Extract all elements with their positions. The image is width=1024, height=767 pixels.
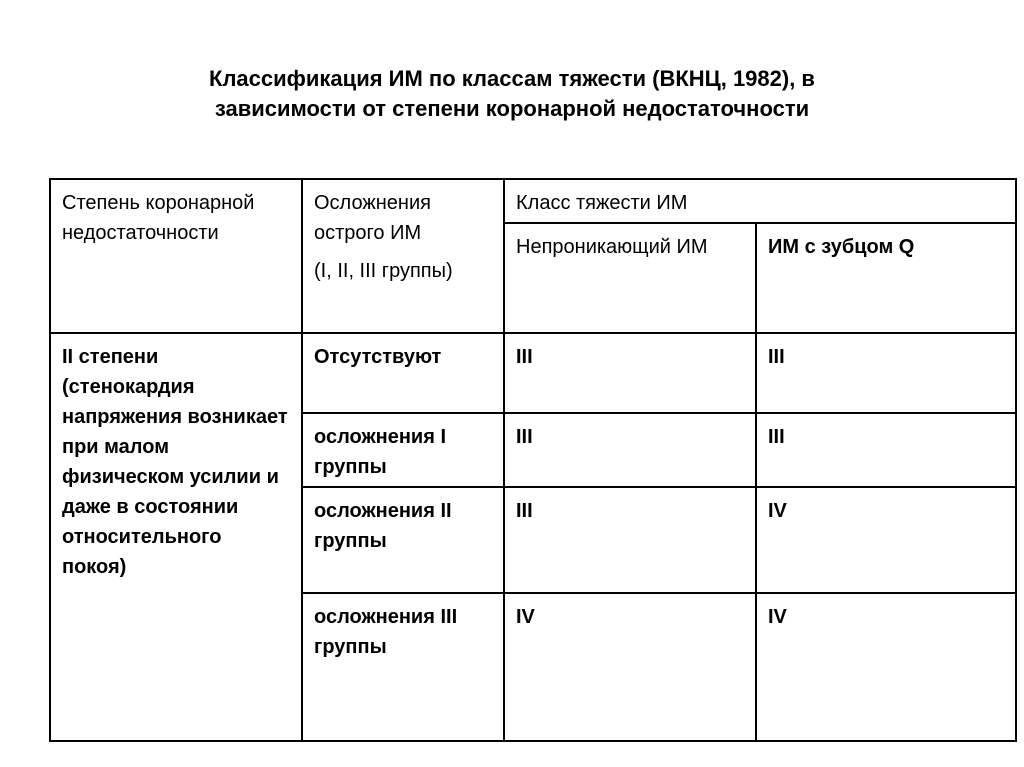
header-complications-cell — [302, 179, 504, 333]
header-non-penetrating-cell — [504, 223, 756, 333]
header-complications-groups: (I, II, III группы) — [314, 260, 453, 282]
header-non-penetrating: Непроникающий ИМ — [516, 236, 708, 258]
slide-title-line-2: зависимости от степени коронарной недостаточности — [214, 96, 810, 121]
complication-cell: осложнения I группы — [302, 413, 504, 487]
non-penetrating-class-cell: IV — [504, 593, 756, 741]
non-penetrating-class-cell: III — [504, 333, 756, 413]
header-q-wave-cell — [756, 223, 1016, 333]
q-wave-class-cell: III — [756, 333, 1016, 413]
header-degree: Степень коронарной недостаточности — [62, 192, 255, 244]
header-severity-class-cell — [504, 179, 1016, 223]
non-penetrating-class-cell: III — [504, 487, 756, 593]
slide-title — [0, 64, 1024, 124]
q-wave-class-cell: III — [756, 413, 1016, 487]
header-row-1 — [50, 179, 1016, 223]
q-wave-class-cell: IV — [756, 487, 1016, 593]
q-wave-class-cell: IV — [756, 593, 1016, 741]
header-severity-class: Класс тяжести ИМ — [516, 192, 688, 214]
degree-cell — [50, 333, 302, 741]
complication-cell: осложнения III группы — [302, 593, 504, 741]
header-degree-cell — [50, 179, 302, 333]
complication-cell: осложнения II группы — [302, 487, 504, 593]
complication-cell: Отсутствуют — [302, 333, 504, 413]
degree-description: II степени (стенокардия напряжения возникает при малом физическом усилии и даже в состоянии относительного покоя) — [62, 346, 288, 578]
classification-table — [49, 178, 1017, 742]
slide-title-line-1: Классификация ИМ по классам тяжести (ВКНЦ, 1982), в — [209, 66, 815, 91]
non-penetrating-class-cell: III — [504, 413, 756, 487]
header-q-wave: ИМ с зубцом Q — [768, 236, 915, 258]
table-row — [50, 333, 1016, 413]
header-complications: Осложнения острого ИМ — [314, 192, 431, 244]
